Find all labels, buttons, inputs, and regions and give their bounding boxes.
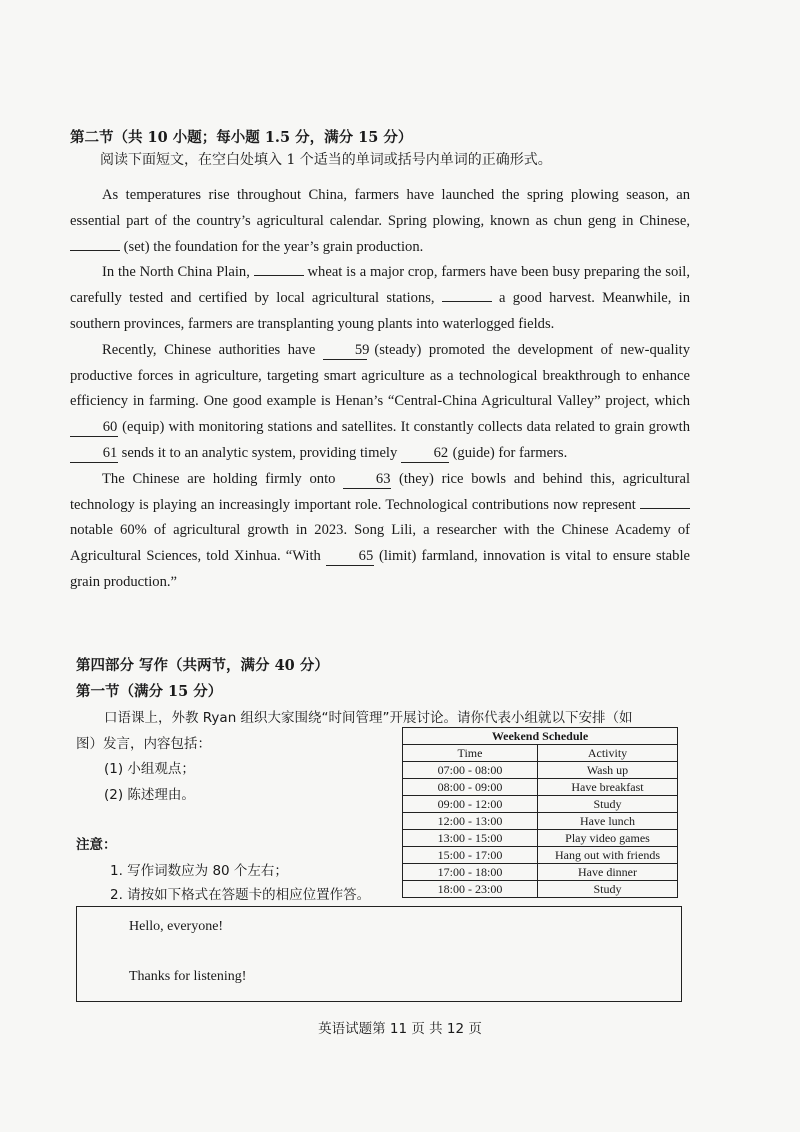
table-row: 08:00 - 09:00 Have breakfast	[403, 779, 678, 796]
table-row: 13:00 - 15:00 Play video games	[403, 830, 678, 847]
section2-instruction: 阅读下面短文，在空白处填入 1 个适当的单词或括号内单词的正确形式。	[100, 152, 552, 168]
blank-62: 62	[401, 444, 449, 463]
part4-section1-heading: 第一节（满分 15 分）	[76, 683, 223, 700]
notes-label: 注意：	[76, 837, 117, 853]
schedule-header-time: Time	[403, 745, 538, 762]
passage-paragraph-4: The Chinese are holding firmly onto 63 (they) rice bowls and behind this, agricultural technology is playing an increasingly important role. Technological contributions now represent notable 60% of agricultural growth in 2023. Song Lili, a researcher with the Chinese Academy of Agricultural Sciences, told Xinhua. “With 65 (limit) farmland, innovation is vital to ensure stable grain production.”	[70, 470, 691, 590]
blank-61: 61	[70, 444, 118, 463]
blank-56	[70, 250, 120, 251]
blank-63: 63	[343, 470, 391, 489]
table-row: 07:00 - 08:00 Wash up	[403, 762, 678, 779]
passage-paragraph-1: As temperatures rise throughout China, farmers have launched the spring plowing season, an essential part of the country’s agricultural calendar. Spring plowing, known as chun geng in Chinese, (set) the foundation for the year’s grain production.	[70, 187, 690, 255]
table-row: 09:00 - 12:00 Study	[403, 796, 678, 813]
passage-paragraph-2: In the North China Plain, wheat is a major crop, farmers have been busy preparing the soil, carefully tested and certified by local agricultural stations, a good harvest. Meanwhile, in southern provinces, farmers are transplanting young plants into waterlogged fields.	[70, 264, 690, 332]
blank-59: 59	[323, 341, 367, 360]
blank-64	[640, 508, 690, 509]
page-footer: 英语试题第 11 页 共 12 页	[318, 1021, 482, 1037]
writing-task-line-2: 图）发言，内容包括：	[76, 736, 211, 752]
table-row: 18:00 - 23:00 Study	[403, 881, 678, 898]
note-2: 2. 请按如下格式在答题卡的相应位置作答。	[110, 887, 371, 903]
blank-60: 60	[70, 418, 118, 437]
answer-greeting: Hello, everyone!	[129, 919, 224, 934]
answer-closing: Thanks for listening!	[129, 969, 247, 984]
section2-heading: 第二节（共 10 小题；每小题 1.5 分，满分 15 分）	[70, 129, 413, 146]
table-row: 12:00 - 13:00 Have lunch	[403, 813, 678, 830]
passage-paragraph-3: Recently, Chinese authorities have 59 (steady) promoted the development of new-quality productive forces in agriculture, targeting smart agriculture as a technological breakthrough to enhance efficiency in farming. One good example is Henan’s “Central-China Agricultural Valley” project, which 60 (equip) with monitoring stations and satellites. It constantly collects data related to grain growth 61 sends it to an analytic system, providing timely 62 (guide) for farmers.	[70, 341, 690, 461]
writing-task-line-1: 口语课上，外教 Ryan 组织大家围绕“时间管理”开展讨论。请你代表小组就以下安排（如	[104, 710, 633, 726]
schedule-header-activity: Activity	[538, 745, 678, 762]
part4-heading: 第四部分 写作（共两节，满分 40 分）	[76, 657, 329, 674]
blank-65: 65	[326, 547, 374, 566]
writing-point-1: (1) 小组观点；	[104, 761, 195, 777]
note-1: 1. 写作词数应为 80 个左右；	[110, 863, 288, 879]
answer-format-box	[76, 906, 682, 1002]
schedule-title-row	[403, 728, 678, 745]
schedule-title: Weekend Schedule	[403, 728, 678, 745]
blank-57	[254, 275, 304, 276]
cloze-passage	[70, 183, 690, 596]
schedule-header-row	[403, 745, 678, 762]
writing-point-2: (2) 陈述理由。	[104, 787, 195, 803]
table-row: 15:00 - 17:00 Hang out with friends	[403, 847, 678, 864]
table-row: 17:00 - 18:00 Have dinner	[403, 864, 678, 881]
weekend-schedule-table	[402, 727, 678, 898]
blank-58	[442, 301, 492, 302]
